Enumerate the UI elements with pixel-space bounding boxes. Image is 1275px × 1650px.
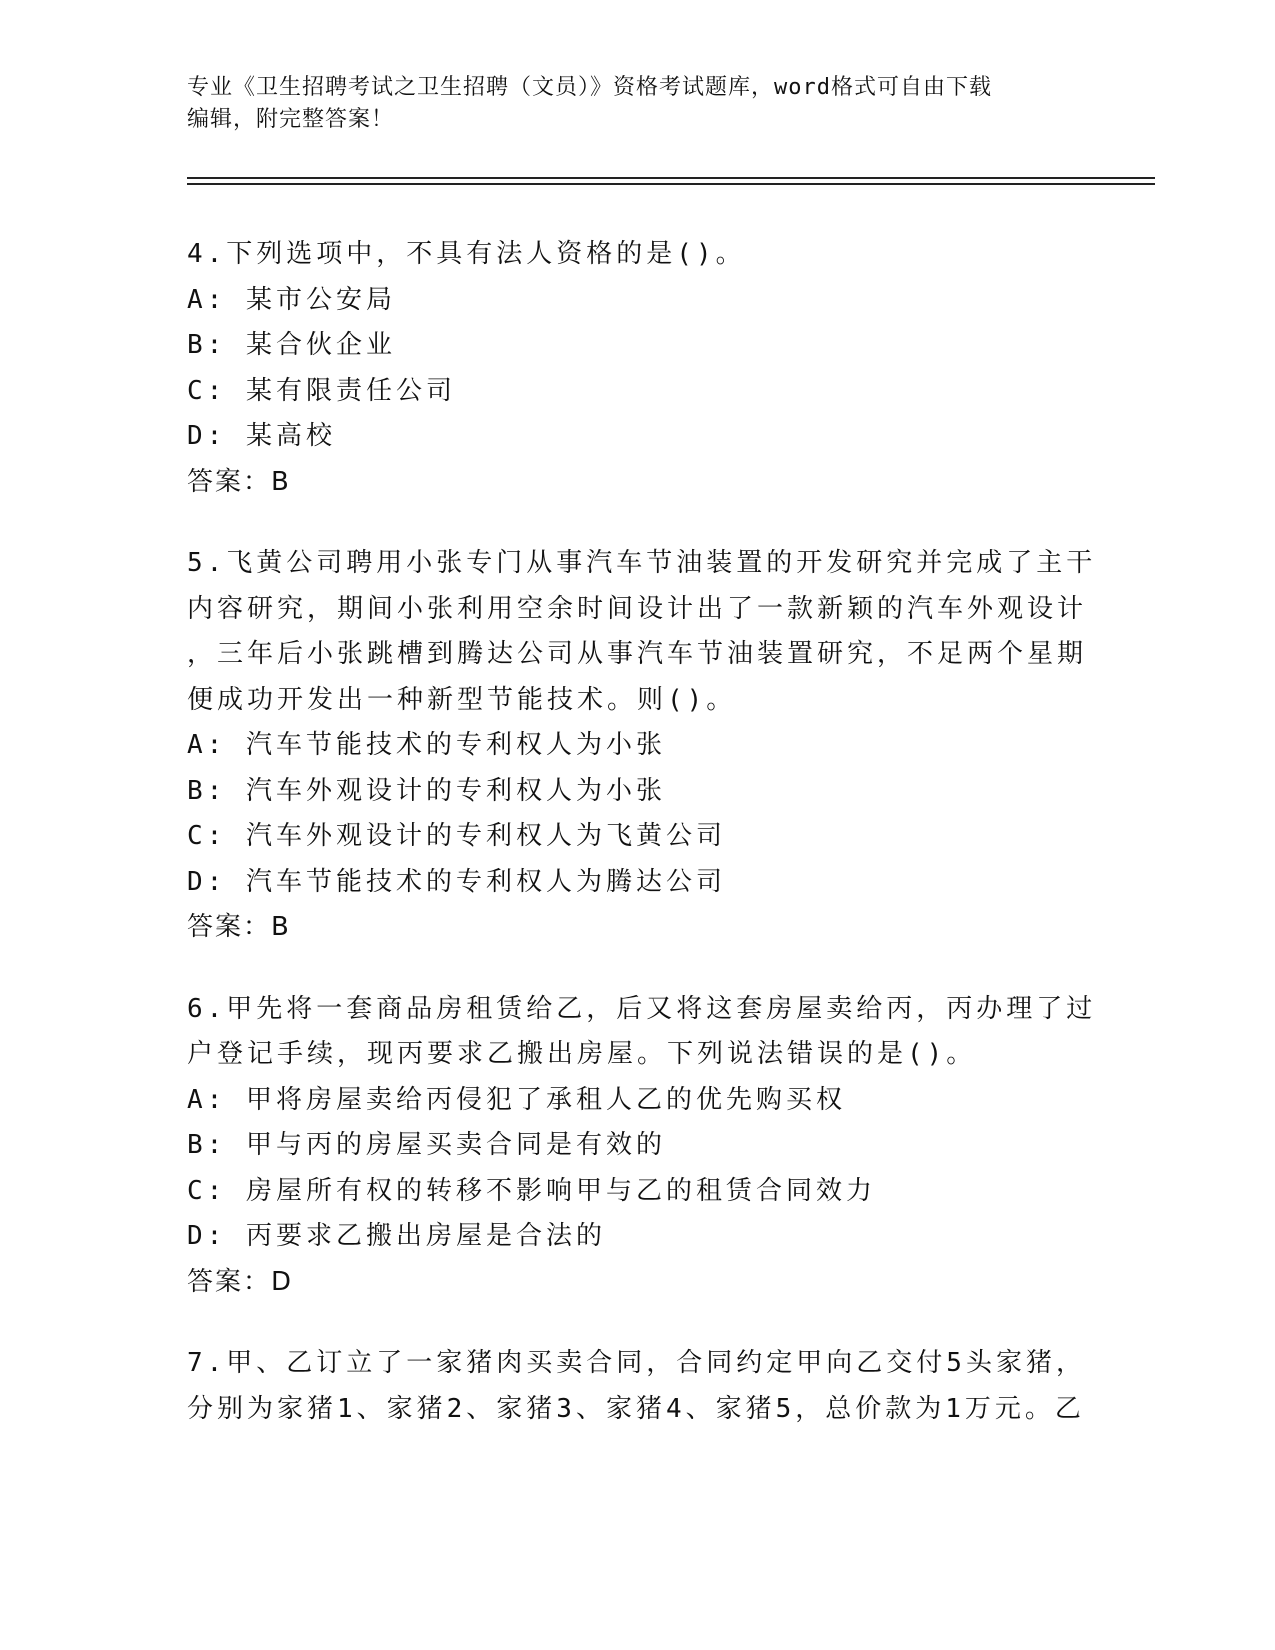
- option-c: C: 房屋所有权的转移不影响甲与乙的租赁合同效力: [187, 1175, 876, 1206]
- option-d: D: 汽车节能技术的专利权人为腾达公司: [187, 866, 726, 897]
- option-b: B: 某合伙企业: [187, 330, 396, 360]
- question-list: [187, 232, 1097, 1468]
- header-line: 编辑，附完整答案！: [187, 107, 395, 132]
- option-a: A: 甲将房屋卖给丙侵犯了承租人乙的优先购买权: [187, 1084, 846, 1115]
- question-text: ，三年后小张跳槽到腾达公司从事汽车节油装置研究，不足两个星期: [187, 639, 1088, 669]
- answer-line: 答案：B: [187, 912, 291, 942]
- question-4: [187, 232, 1087, 505]
- option-a: A: 某市公安局: [187, 284, 396, 315]
- question-text: 便成功开发出一种新型节能技术。则()。: [187, 684, 737, 715]
- question-text: 6.甲先将一套商品房租赁给乙，后又将这套房屋卖给丙，丙办理了过: [187, 993, 1097, 1024]
- option-d: D: 某高校: [187, 421, 336, 451]
- answer-line: 答案：B: [187, 466, 291, 497]
- answer-line: 答案：D: [187, 1266, 294, 1297]
- question-text: 户登记手续，现丙要求乙搬出房屋。下列说法错误的是()。: [187, 1039, 977, 1069]
- question-text: 分别为家猪1、家猪2、家猪3、家猪4、家猪5，总价款为1万元。乙: [187, 1393, 1085, 1424]
- document-header: [187, 72, 1087, 136]
- question-7: [187, 1341, 1087, 1432]
- question-6: [187, 987, 1097, 1306]
- option-d: D: 丙要求乙搬出房屋是合法的: [187, 1221, 606, 1251]
- question-text: 7.甲、乙订立了一家猪肉买卖合同，合同约定甲向乙交付5头家猪，: [187, 1348, 1086, 1378]
- header-divider-bottom: [187, 183, 1155, 185]
- question-text: 5.飞黄公司聘用小张专门从事汽车节油装置的开发研究并完成了主干: [187, 548, 1097, 578]
- option-b: B: 甲与丙的房屋买卖合同是有效的: [187, 1130, 666, 1160]
- option-c: C: 某有限责任公司: [187, 375, 456, 406]
- question-5: [187, 541, 1097, 951]
- header-line: 专业《卫生招聘考试之卫生招聘（文员）》资格考试题库，word格式可自由下载: [187, 75, 992, 100]
- option-c: C: 汽车外观设计的专利权人为飞黄公司: [187, 821, 726, 851]
- question-text: 内容研究，期间小张利用空余时间设计出了一款新颖的汽车外观设计: [187, 593, 1088, 624]
- question-text: 4.下列选项中，不具有法人资格的是()。: [187, 239, 746, 269]
- option-b: B: 汽车外观设计的专利权人为小张: [187, 775, 666, 806]
- header-divider-top: [187, 177, 1155, 179]
- option-a: A: 汽车节能技术的专利权人为小张: [187, 730, 666, 760]
